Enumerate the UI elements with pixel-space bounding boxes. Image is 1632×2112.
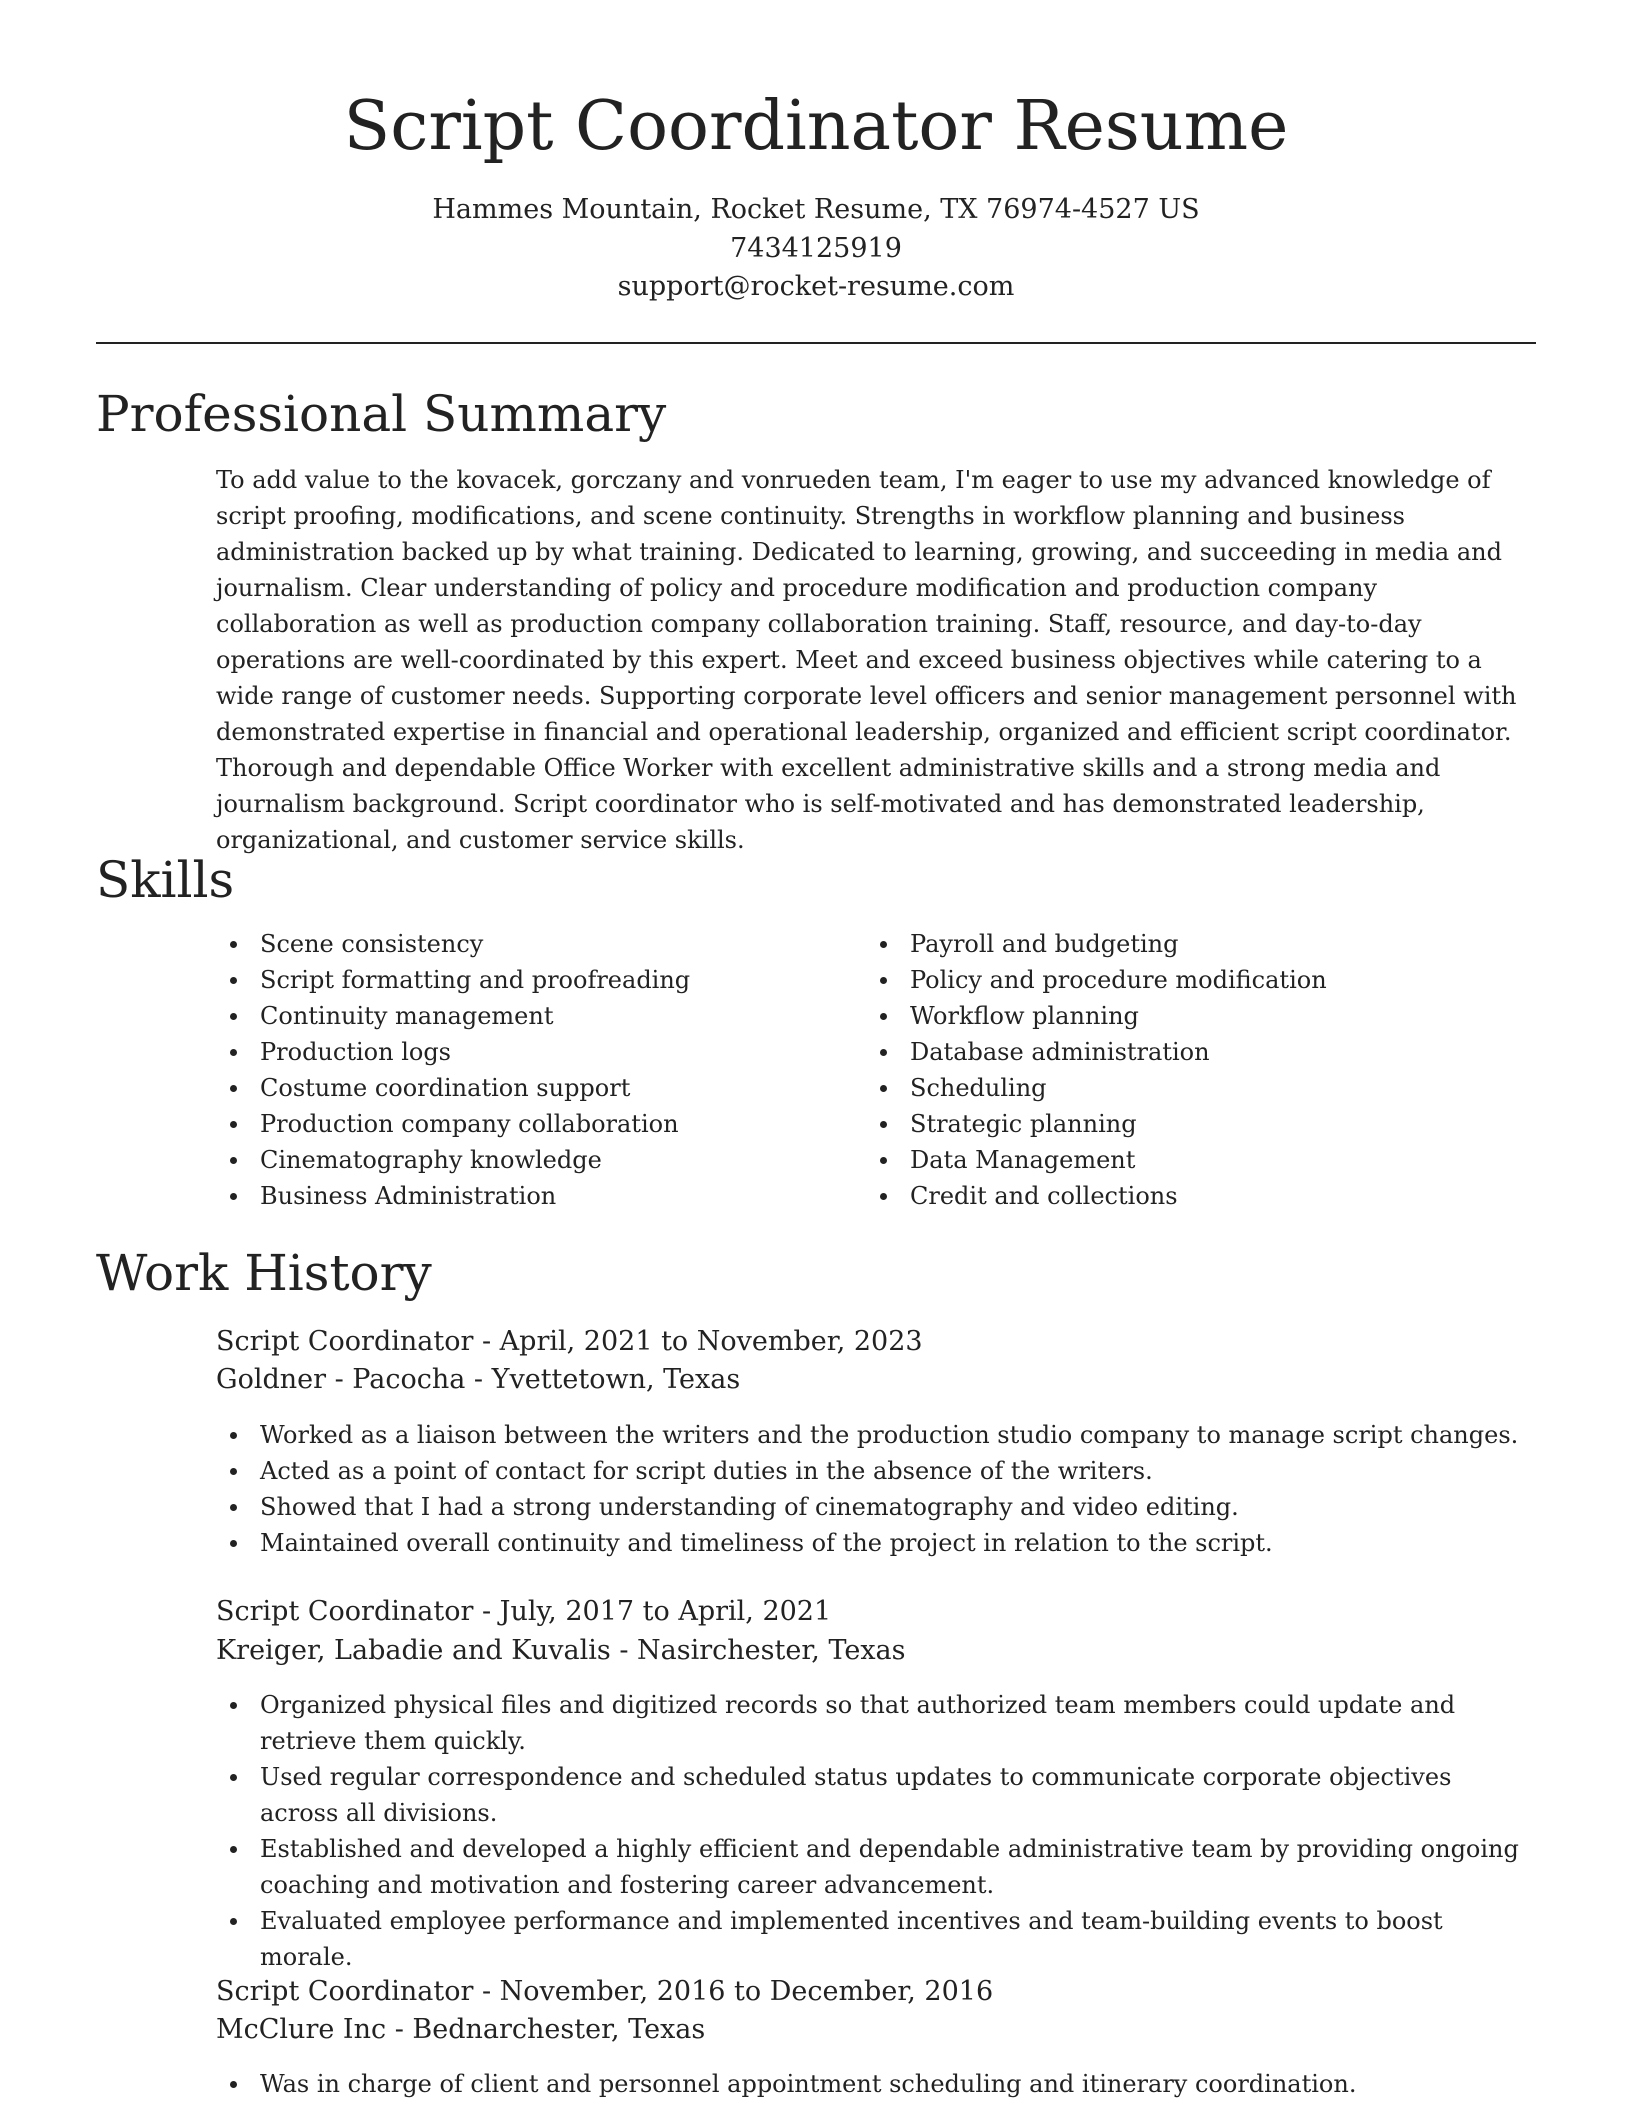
job-dates: - April, 2021 to November, 2023 [473, 1326, 923, 1357]
job-bullet: Established and developed a highly efficient and dependable administrative team by providing ongoing coaching and motivation and fostering career advancement. [216, 1831, 1532, 1903]
skill-item: Policy and procedure modification [866, 962, 1506, 998]
page-title: Script Coordinator Resume [343, 87, 1289, 166]
summary-text: To add value to the kovacek, gorczany and vonrueden team, I'm eager to use my advanced knowledge of script proofing, modifications, and scene continuity. Strengths in workflow planning and business administration backed up by what training. Dedicated to learning, growing, and succeeding in media and journalism. Clear understanding of policy and procedure modification and production company collaboration as well as production company collaboration training. Staff, resource, and day-to-day operations are well-coordinated by this expert. Meet and exceed business objectives while catering to a wide range of customer needs. Supporting corporate level officers and senior management personnel with demonstrated expertise in financial and operational leadership, organized and efficient script coordinator. Thorough and dependable Office Worker with excellent administrative skills and a strong media and journalism background. Script coordinator who is self-motivated and has demonstrated leadership, organizational, and customer service skills. [216, 466, 1517, 854]
job-company-line [216, 1361, 740, 1399]
skills-list-right [866, 926, 1506, 1214]
summary-heading: Professional Summary [96, 385, 667, 443]
skill-item: Credit and collections [866, 1178, 1506, 1214]
job-bullets [216, 1417, 1532, 1561]
job-bullet: Organized physical files and digitized records so that authorized team members could update and retrieve them quickly. [216, 1687, 1532, 1759]
job-company: Goldner - Pacocha [216, 1364, 466, 1395]
skill-item: Costume coordination support [216, 1070, 856, 1106]
job-bullet: Maintained overall continuity and timeliness of the project in relation to the script. [216, 1525, 1532, 1561]
job-bullets [216, 1687, 1532, 1975]
job-company: McClure Inc [216, 2014, 387, 2045]
skill-item: Production logs [216, 1034, 856, 1070]
job-bullet: Showed that I had a strong understanding of cinematography and video editing. [216, 1489, 1532, 1525]
job-bullet: Acted as a point of contact for script duties in the absence of the writers. [216, 1453, 1532, 1489]
skill-item: Strategic planning [866, 1106, 1506, 1142]
skill-item: Business Administration [216, 1178, 856, 1214]
skill-item: Scheduling [866, 1070, 1506, 1106]
skill-item: Cinematography knowledge [216, 1142, 856, 1178]
skill-item: Payroll and budgeting [866, 926, 1506, 962]
skill-item: Database administration [866, 1034, 1506, 1070]
skills-heading: Skills [96, 851, 235, 909]
job-title-line [216, 1973, 993, 2011]
job-dates: - November, 2016 to December, 2016 [473, 1976, 994, 2007]
job-bullet: Used regular correspondence and scheduled status updates to communicate corporate objectives across all divisions. [216, 1759, 1532, 1831]
skill-item: Production company collaboration [216, 1106, 856, 1142]
contact-address: Hammes Mountain, Rocket Resume, TX 76974-4527 US [432, 194, 1200, 225]
job-bullet: Was in charge of client and personnel appointment scheduling and itinerary coordination. [216, 2066, 1532, 2102]
contact-email[interactable]: support@rocket-resume.com [617, 271, 1015, 302]
skill-item: Continuity management [216, 998, 856, 1034]
job-location: - Bednarchester, Texas [386, 2014, 706, 2045]
skill-item: Data Management [866, 1142, 1506, 1178]
job-title: Script Coordinator [216, 1326, 474, 1357]
job-dates: - July, 2017 to April, 2021 [473, 1596, 832, 1627]
job-title: Script Coordinator [216, 1596, 474, 1627]
job-location: - Yvettetown, Texas [465, 1364, 741, 1395]
job-company-line [216, 1632, 906, 1670]
job-bullet: Worked as a liaison between the writers and the production studio company to manage script changes. [216, 1417, 1532, 1453]
job-location: - Nasirchester, Texas [610, 1635, 906, 1666]
skills-list-left [216, 926, 856, 1214]
skill-item: Script formatting and proofreading [216, 962, 856, 998]
job-title-line [216, 1593, 831, 1631]
contact-phone: 7434125919 [730, 233, 902, 264]
job-title: Script Coordinator [216, 1976, 474, 2007]
job-company: Kreiger, Labadie and Kuvalis [216, 1635, 611, 1666]
skill-item: Scene consistency [216, 926, 856, 962]
job-bullet: Evaluated employee performance and implemented incentives and team-building events to boost morale. [216, 1903, 1532, 1975]
work-heading: Work History [96, 1244, 432, 1302]
skill-item: Workflow planning [866, 998, 1506, 1034]
job-title-line [216, 1323, 923, 1361]
job-bullets [216, 2066, 1532, 2102]
job-company-line [216, 2011, 705, 2049]
header-divider [96, 342, 1536, 344]
